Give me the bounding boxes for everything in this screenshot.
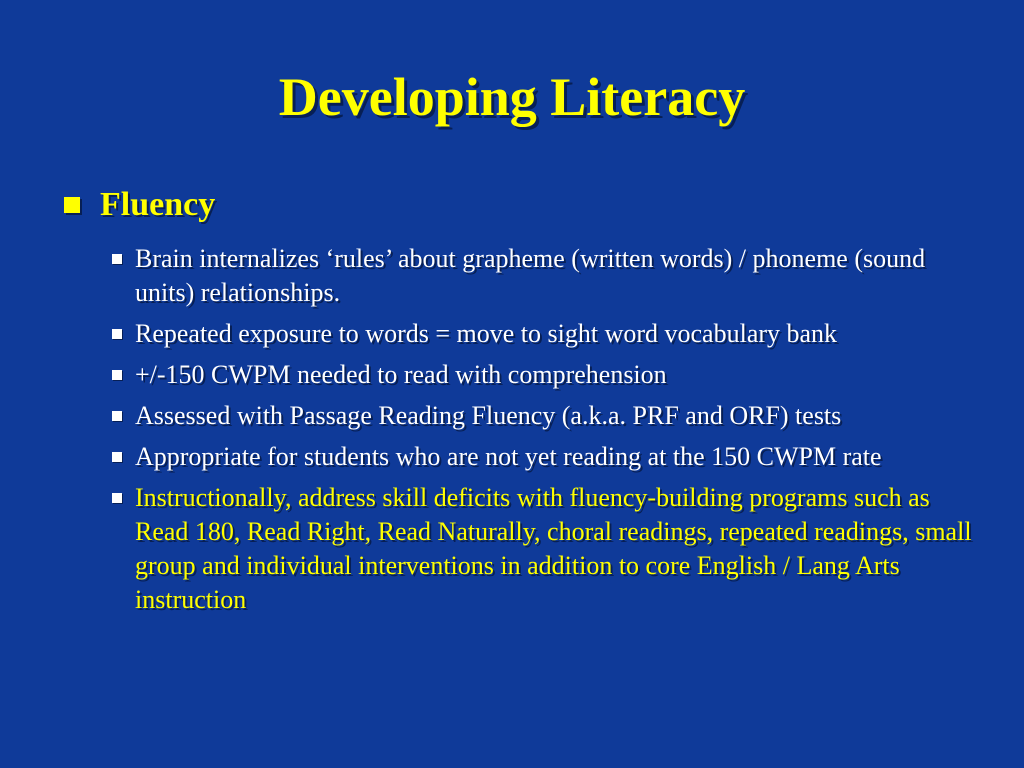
square-bullet-icon (112, 411, 122, 421)
square-bullet-icon (112, 493, 122, 503)
list-item (112, 358, 974, 392)
list-item-text: Appropriate for students who are not yet reading at the 150 CWPM rate (135, 442, 882, 471)
list-item (112, 440, 974, 474)
list-item (112, 242, 974, 310)
list-item (112, 317, 974, 351)
square-bullet-icon (112, 452, 122, 462)
list-item (112, 399, 974, 433)
square-bullet-icon (112, 254, 122, 264)
list-item-text: Brain internalizes ‘rules’ about grapheme (written words) / phoneme (sound units) relationships. (135, 244, 926, 307)
list-item-text: Repeated exposure to words = move to sight word vocabulary bank (135, 319, 838, 348)
slide-content (64, 184, 974, 633)
square-bullet-icon (112, 329, 122, 339)
heading-label: Fluency (100, 186, 216, 223)
slide-title: Developing Literacy (278, 67, 746, 127)
square-bullet-icon (64, 197, 80, 213)
list-item-text: +/-150 CWPM needed to read with comprehension (135, 360, 667, 389)
square-bullet-icon (112, 370, 122, 380)
list-item-text: Assessed with Passage Reading Fluency (a.k.a. PRF and ORF) tests (135, 401, 842, 430)
list-item-highlighted (112, 481, 974, 617)
heading-bullet-fluency (64, 184, 974, 226)
list-item-text: Instructionally, address skill deficits with fluency-building programs such as Read 180, Read Right, Read Naturally, choral readings, repeated readings, small group and individual interventions in addition to core English / Lang Arts instruction (135, 483, 972, 614)
bullet-list (112, 242, 974, 617)
